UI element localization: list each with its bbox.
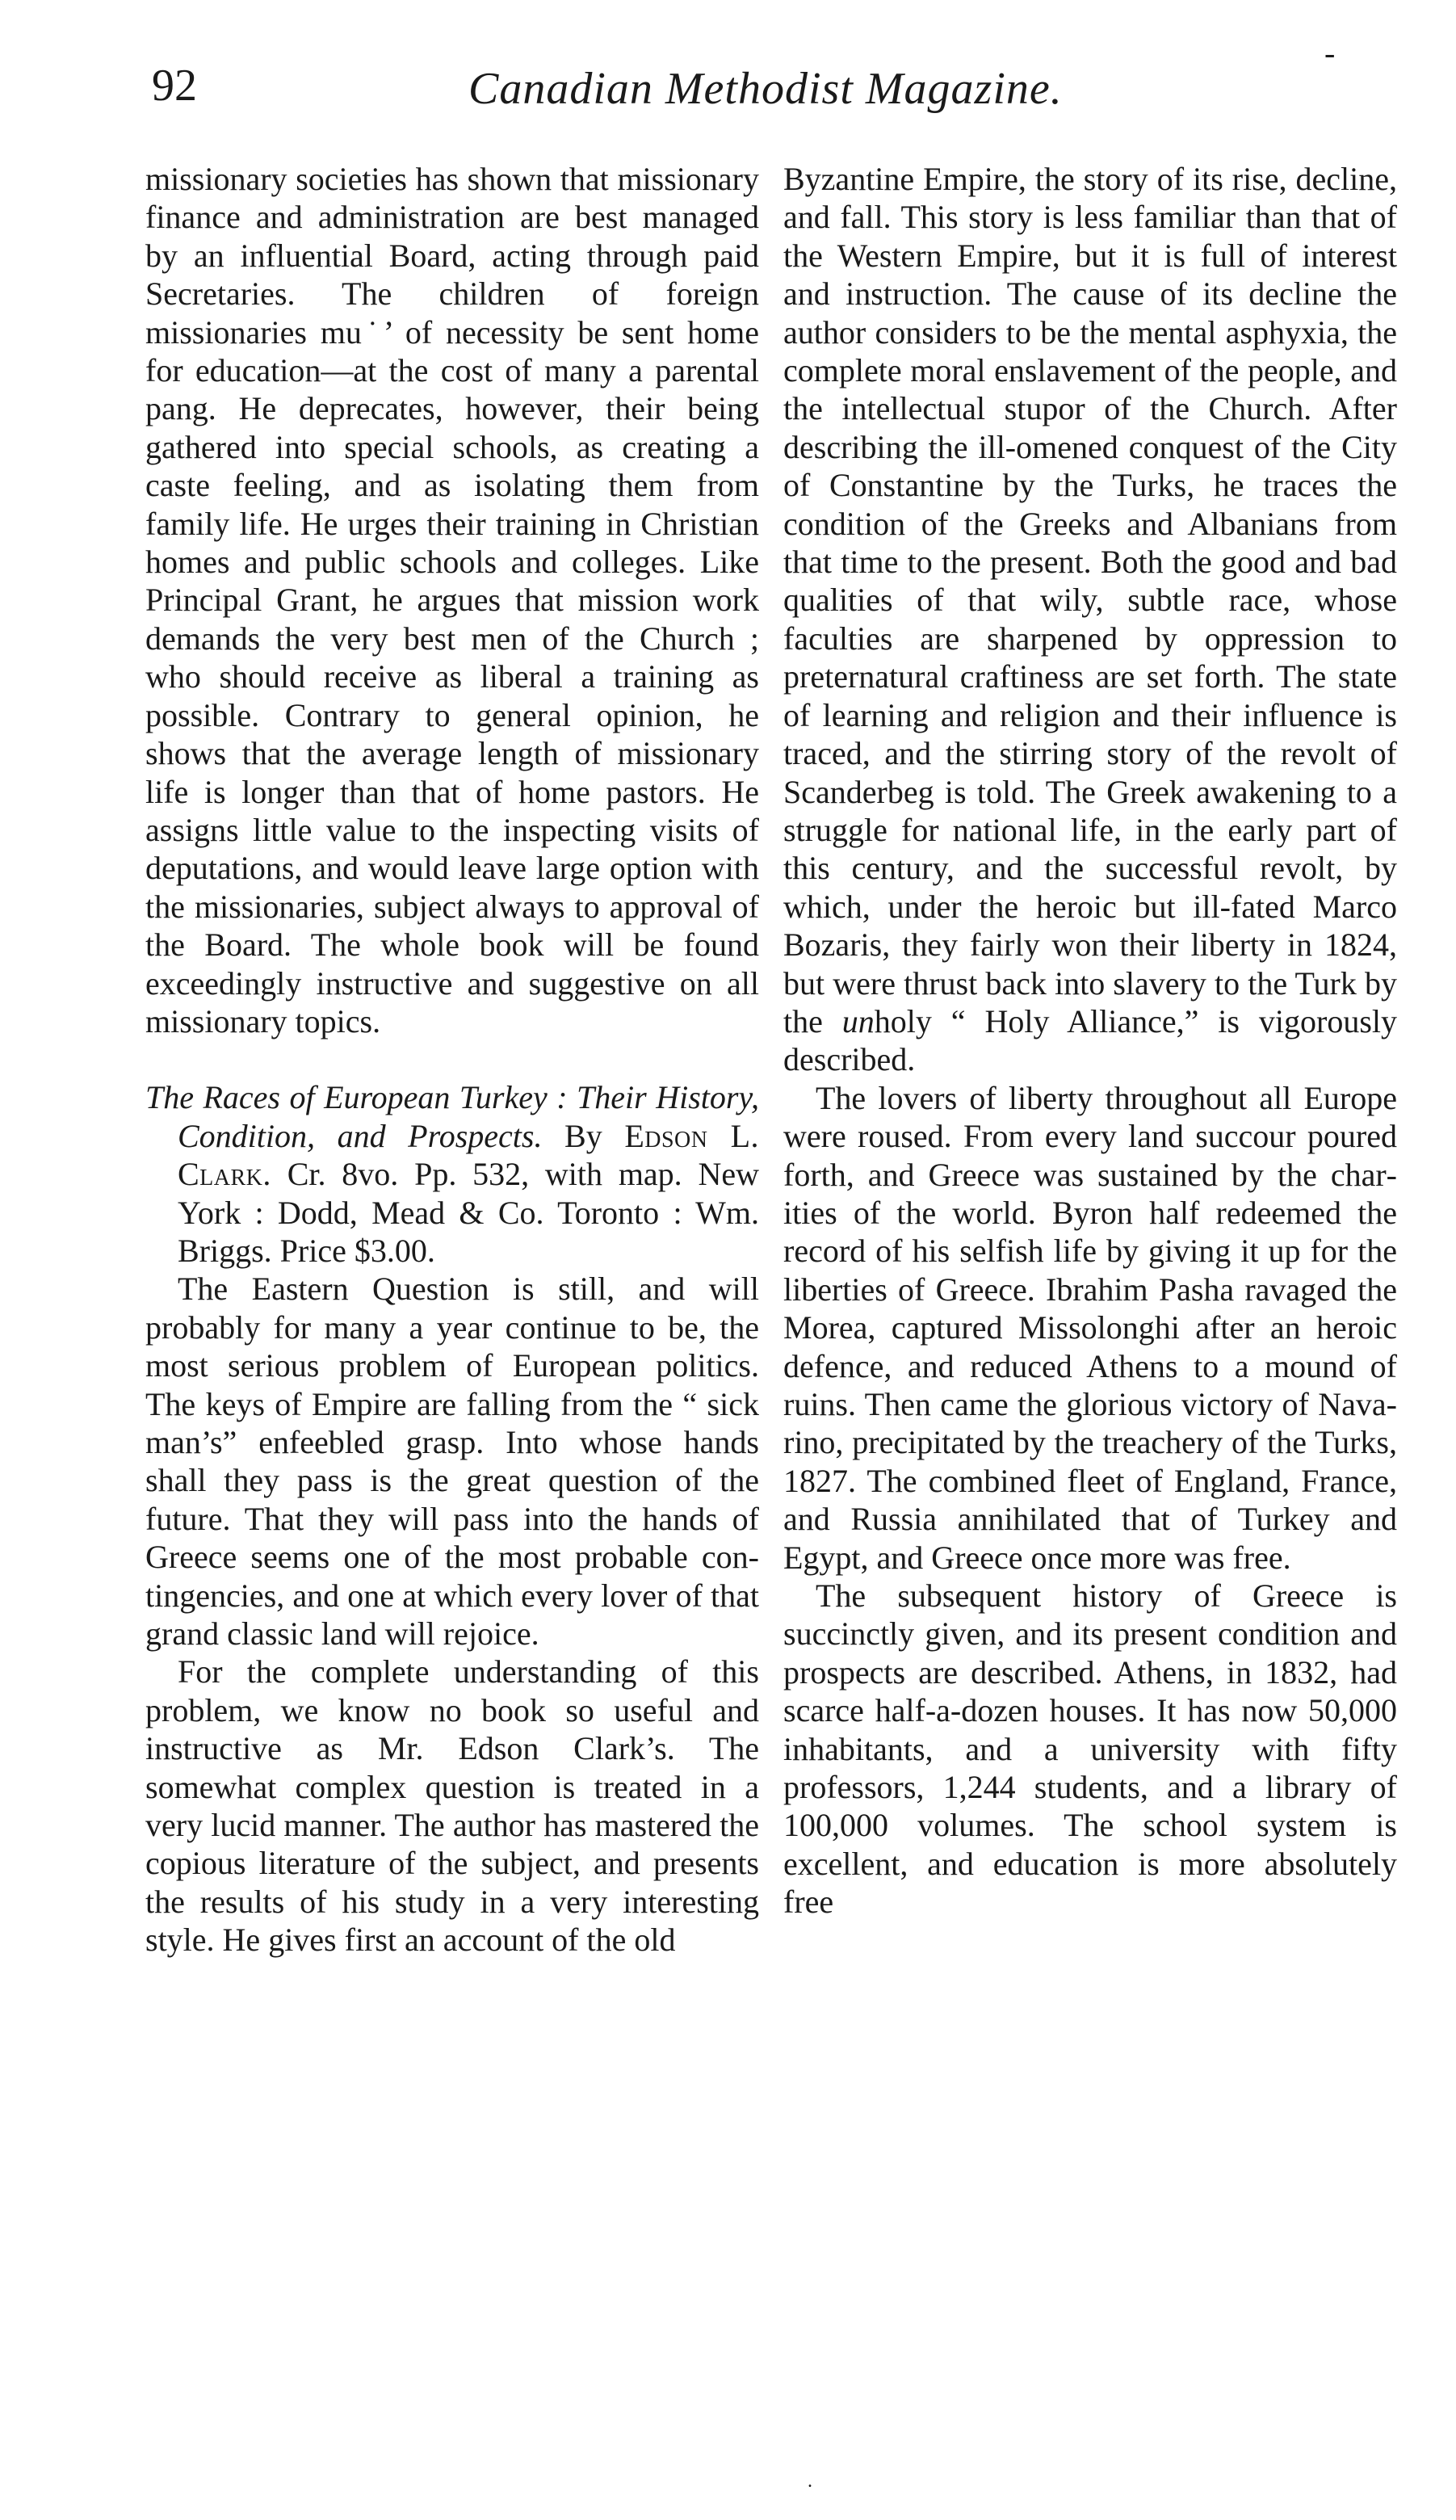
running-title: Canadian Methodist Magazine.	[468, 64, 1063, 114]
right-paragraph-2: The lovers of liberty throughout all Europe were roused. From every land succour poured forth, and Greece was sustained by the charities of the world. Byron half redeemed the record of his selfish life by giving it up for the liberties of Greece. Ibrahim Pasha ravaged the Morea, captured Missolonghi after an heroic defence, and reduced Athens to a mound of ruins. Then came the glorious victory of Navarino, precipitated by the treachery of the Turks, 1827. The combined fleet of England, France, and Russia annihilated that of Turkey and Egypt, and Greece once more was free.	[783, 1079, 1397, 1576]
right-column	[783, 160, 1397, 1922]
book-author: Edson L. Clark.	[178, 1117, 760, 1193]
left-paragraph-3: For the complete understanding of this problem, we know no book so useful and instructive as Mr. Edson Clark’s. The somewhat complex question is treated in a very lucid manner. The author has mastered the copious literature of the subject, and presents the results of his study in a very interesting style. He gives first an account of the old	[145, 1653, 759, 1959]
right-paragraph-1	[783, 160, 1397, 1079]
right-paragraph-1-end: holy “ Holy Alliance,” is vigorously described.	[783, 1002, 1397, 1078]
right-paragraph-1-text: Byzantine Empire, the story of its rise, decline, and fall. This story is less familiar than that of the Western Empire, but it is full of interest and instruction. The cause of its decline the author considers to be the mental asphyxia, the complete moral enslavement of the people, and the intellectual stupor of the Church. After describing the ill-omened conquest of the City of Constantine by the Turks, he traces the condition of the Greeks and Albanians from that time to the present. Both the good and bad qualities of that wily, subtle race, whose faculties are sharpened by oppression to preternatural craftiness are set forth. The state of learning and religion and their influence is traced, and the stirring story of the revolt of Scanderbeg is told. The Greek awakening to a struggle for national life, in the early part of this century, and the successful revolt, by which, under the heroic but ill-fated Marco Bozaris, they fairly won their liberty in 1824, but were thrust back into slavery to the Turk by the	[783, 161, 1397, 1040]
corner-mark: -	[1324, 35, 1336, 71]
page-number: 92	[152, 61, 197, 111]
right-paragraph-3: The subsequent history of Greece is succinctly given, and its present condition and prospects are described. Athens, in 1832, had scarce half-a-dozen houses. It has now 50,000 inhabitants, and a university with fifty professors, 1,244 students, and a library of 100,000 volumes. The school system is excellent, and education is more absolutely free	[783, 1577, 1397, 1921]
footer-dot: .	[808, 2471, 812, 2492]
book-by: By	[564, 1117, 602, 1154]
book-review-heading	[145, 1078, 759, 1270]
book-details: Cr. 8vo. Pp. 532, with map. New York : Dodd, Mead & Co. Toronto : Wm. Briggs. Price $3.00.	[178, 1156, 760, 1269]
left-paragraph-1: missionary societies has shown that missionary finance and administration are best managed by an influential Board, acting through paid Secretaries. The children of foreign missionaries mu˙’ of necessity be sent home for education—at the cost of many a parental pang. He deprecates, however, their being gathered into special schools, as creating a caste feeling, and as isolating them from family life. He urges their training in Christian homes and public schools and colleges. Like Principal Grant, he argues that mission work demands the very best men of the Church ; who should receive as liberal a training as possible. Contrary to general opinion, he shows that the average length of missionary life is longer than that of home pastors. He assigns little value to the inspecting visits of deputations, and would leave large option with the missionaries, subject always to approval of the Board. The whole book will be found exceedingly instructive and suggestive on all missionary topics.	[145, 161, 759, 1040]
unholy-italic-prefix: un	[841, 1002, 875, 1040]
left-column	[145, 160, 759, 1959]
book-title: The Races of European Turkey : Their History, Condition, and Prospects.	[145, 1079, 759, 1154]
left-paragraph-2: The Eastern Question is still, and will probably for many a year continue to be, the most serious problem of European politics. The keys of Empire are falling from the “ sick man’s” enfeebled grasp. Into whose hands shall they pass is the great question of the future. That they will pass into the hands of Greece seems one of the most probable contingencies, and one at which every lover of that grand classic land will rejoice.	[145, 1270, 759, 1653]
